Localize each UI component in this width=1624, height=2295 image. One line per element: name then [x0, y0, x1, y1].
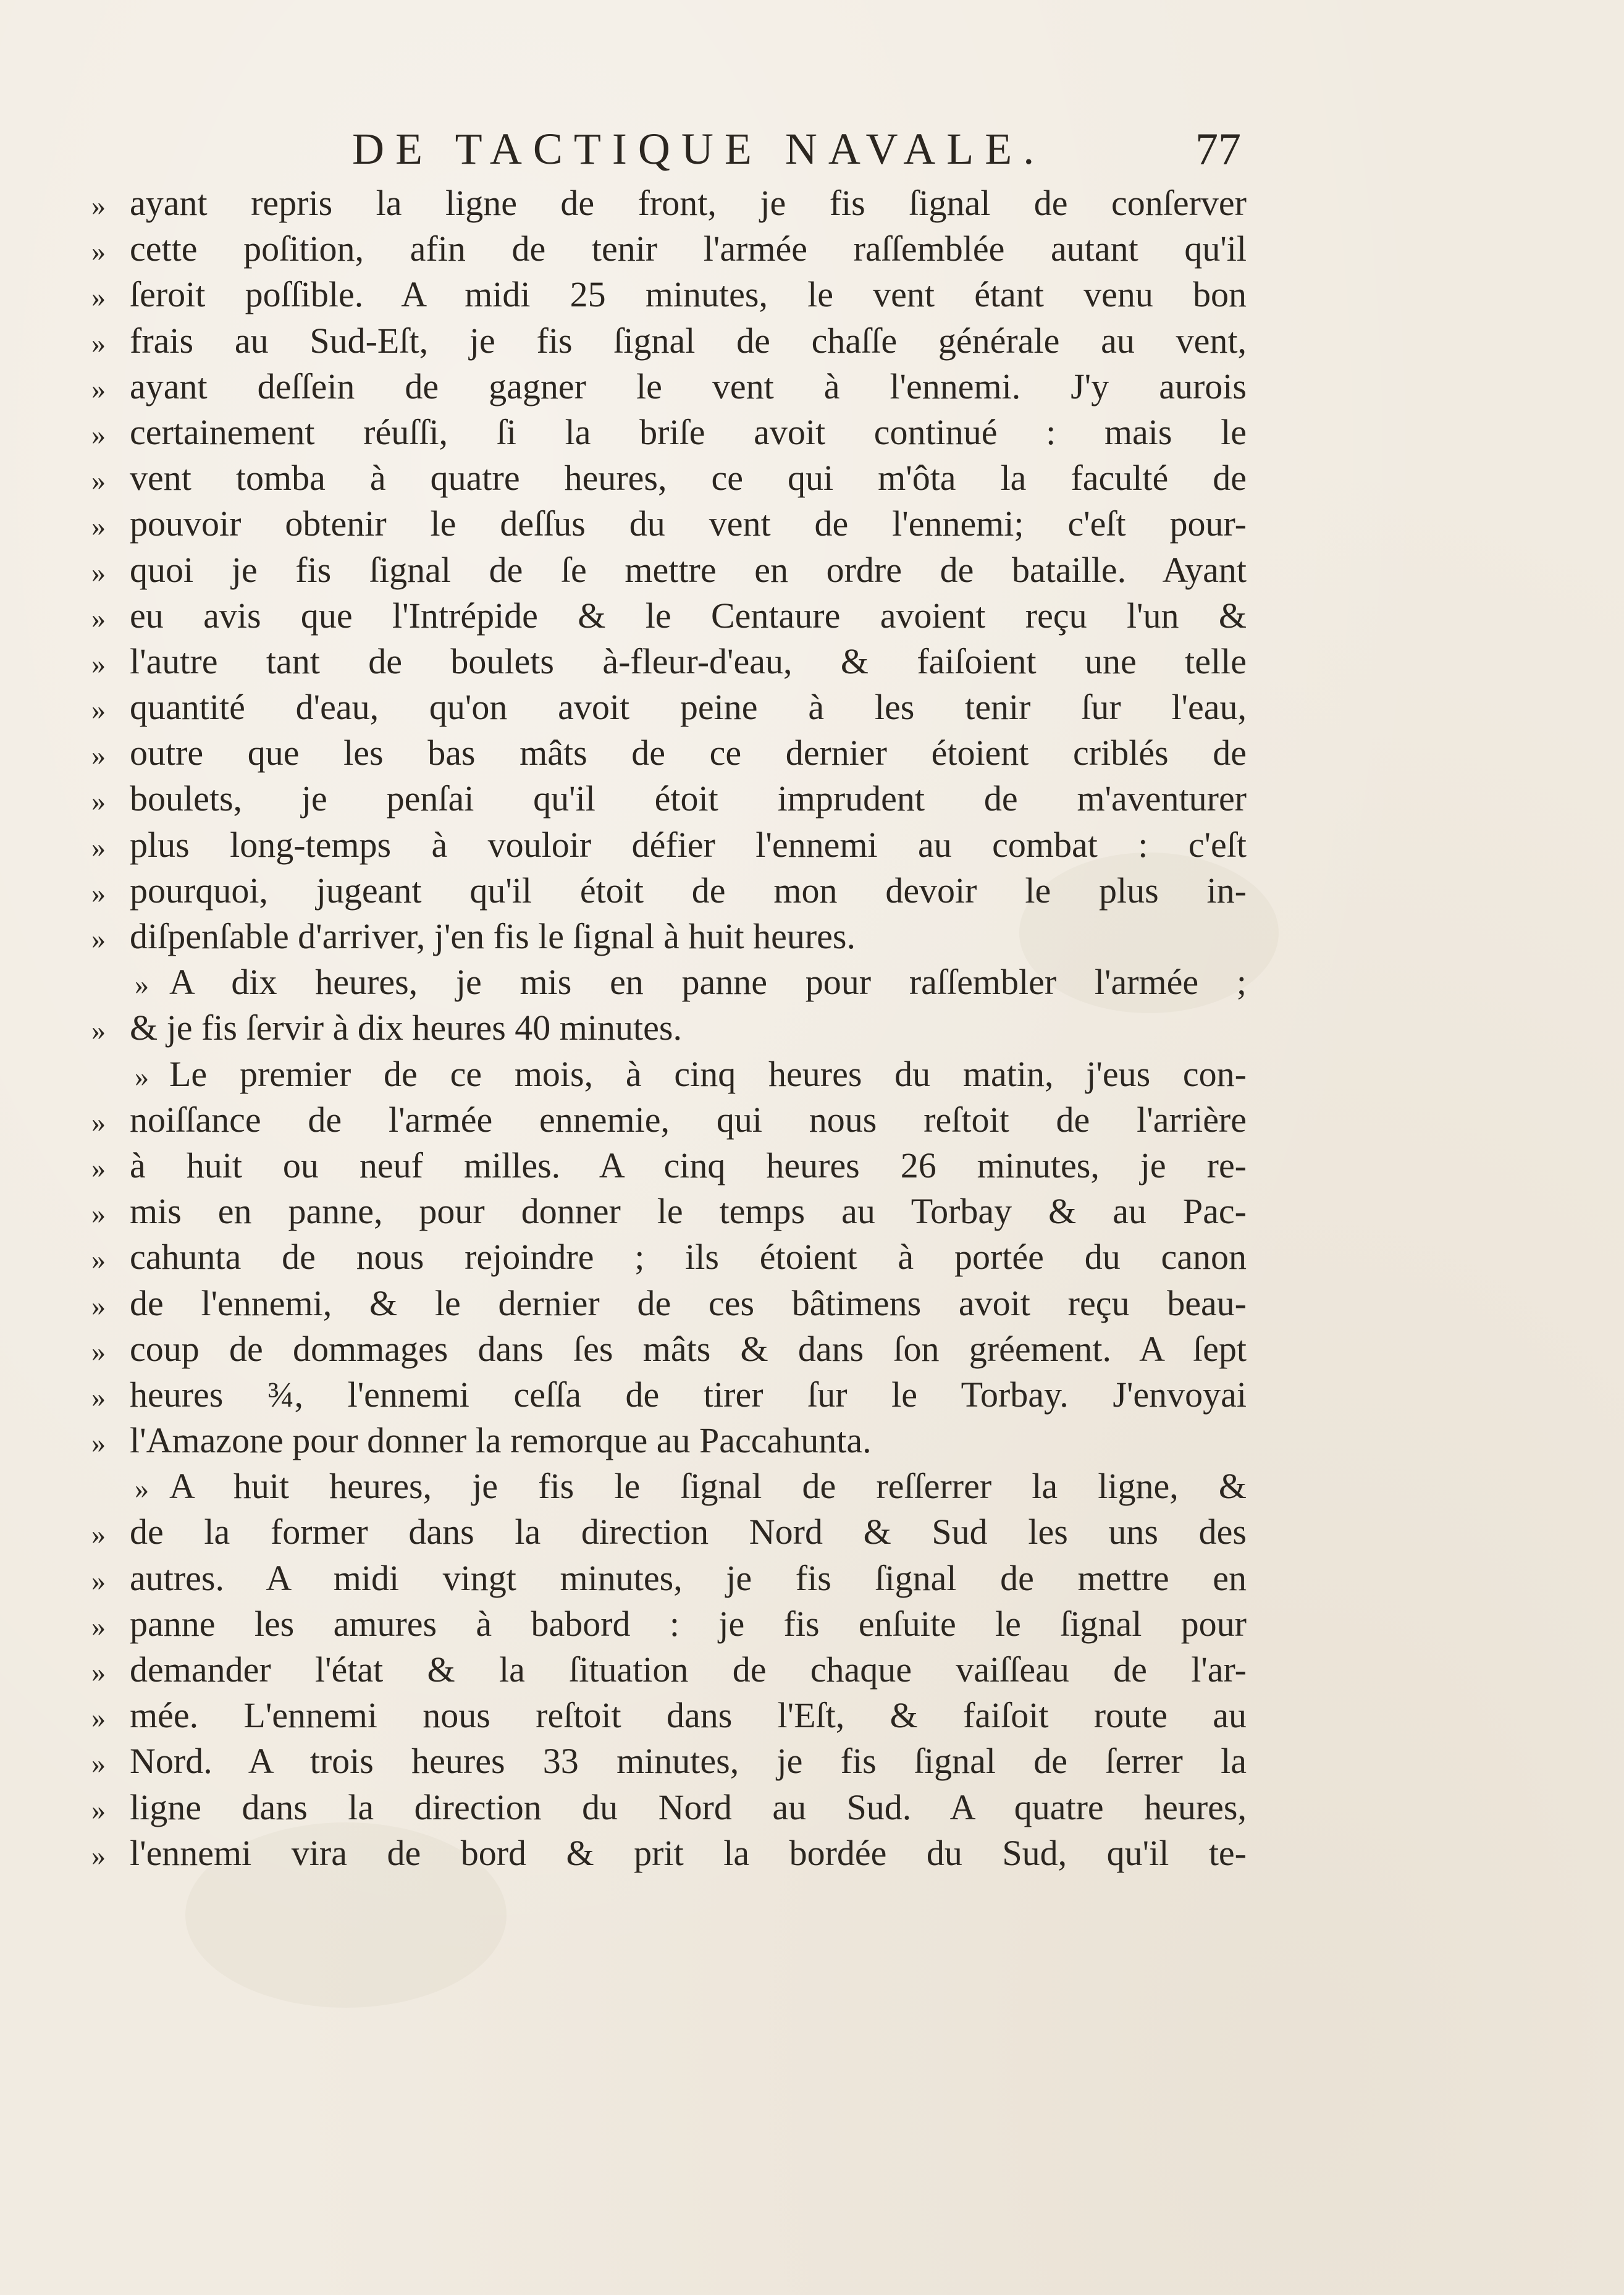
- line-text: de l'ennemi, & le dernier de ces bâtimens avoit reçu beau-: [130, 1282, 1247, 1323]
- quote-mark: »: [91, 785, 106, 817]
- text-line: [91, 1097, 1247, 1143]
- quote-mark: »: [91, 1839, 106, 1871]
- text-line: [91, 868, 1247, 914]
- quote-mark: »: [91, 877, 106, 909]
- text-line: [91, 1693, 1247, 1738]
- text-line: [91, 959, 1247, 1005]
- quote-mark: »: [91, 510, 106, 542]
- text-line: [91, 1830, 1247, 1876]
- quote-mark: »: [91, 235, 106, 267]
- text-line: [91, 1556, 1247, 1601]
- quote-mark: »: [91, 1381, 106, 1413]
- quote-mark: »: [91, 1793, 106, 1825]
- line-text: boulets, je penſai qu'il étoit imprudent de m'aventurer: [130, 778, 1247, 819]
- text-line: [91, 776, 1247, 822]
- text-line: [91, 593, 1247, 639]
- line-text: ſeroit poſſible. A midi 25 minutes, le vent étant venu bon: [130, 274, 1247, 315]
- line-text: outre que les bas mâts de ce dernier étoient criblés de: [130, 733, 1247, 773]
- line-text: pouvoir obtenir le deſſus du vent de l'ennemi; c'eſt pour-: [130, 503, 1247, 544]
- line-text: plus long-temps à vouloir défier l'ennemi au combat : c'eſt: [130, 824, 1247, 865]
- text-line: [91, 1189, 1247, 1234]
- text-line: [91, 1418, 1247, 1463]
- line-text: certainement réuſſi, ſi la briſe avoit continué : mais le: [130, 411, 1247, 452]
- quote-mark: »: [135, 1473, 149, 1505]
- text-line: [91, 1463, 1247, 1509]
- line-text: l'ennemi vira de bord & prit la bordée du Sud, qu'il te-: [130, 1832, 1247, 1873]
- line-text: autres. A midi vingt minutes, je fis ſignal de mettre en: [130, 1557, 1247, 1598]
- text-line: [91, 226, 1247, 272]
- text-line: [91, 1647, 1247, 1693]
- line-text: quoi je fis ſignal de ſe mettre en ordre de bataille. Ayant: [130, 549, 1247, 590]
- quote-mark: »: [91, 602, 106, 634]
- line-text: Nord. A trois heures 33 minutes, je fis ſignal de ſerrer la: [130, 1741, 1247, 1782]
- line-text: demander l'état & la ſituation de chaque vaiſſeau de l'ar-: [130, 1649, 1247, 1690]
- text-line: [91, 1051, 1247, 1097]
- quote-mark: »: [91, 1427, 106, 1459]
- quote-mark: »: [91, 1518, 106, 1551]
- line-text: A huit heures, je fis le ſignal de reſſerrer la ligne, &: [169, 1466, 1247, 1507]
- text-line: [91, 1372, 1247, 1418]
- page-number: 77: [1195, 124, 1241, 175]
- line-text: à huit ou neuf milles. A cinq heures 26 minutes, je re-: [130, 1145, 1247, 1185]
- quote-mark: »: [91, 556, 106, 588]
- quote-mark: »: [135, 969, 149, 1001]
- line-text: & je fis ſervir à dix heures 40 minutes.: [130, 1008, 682, 1048]
- quote-mark: »: [91, 465, 106, 497]
- quote-mark: »: [91, 1564, 106, 1596]
- text-line: [91, 1326, 1247, 1372]
- text-line: [91, 318, 1247, 364]
- text-line: [91, 364, 1247, 410]
- text-line: [91, 1601, 1247, 1647]
- quote-mark: »: [91, 1702, 106, 1734]
- text-line: [91, 501, 1247, 547]
- quote-mark: »: [91, 373, 106, 405]
- line-text: noiſſance de l'armée ennemie, qui nous reſtoit de l'arrière: [130, 1099, 1247, 1140]
- line-text: cahunta de nous rejoindre ; ils étoient à portée du canon: [130, 1237, 1247, 1278]
- text-line: [91, 1509, 1247, 1555]
- text-line: [91, 410, 1247, 455]
- text-line: [91, 1005, 1247, 1051]
- quote-mark: »: [91, 647, 106, 680]
- running-title: DE TACTIQUE NAVALE.: [352, 124, 1046, 174]
- line-text: pourquoi, jugeant qu'il étoit de mon devoir le plus in-: [130, 870, 1247, 911]
- line-text: quantité d'eau, qu'on avoit peine à les tenir ſur l'eau,: [130, 687, 1247, 728]
- text-line: [91, 730, 1247, 776]
- quote-mark: »: [91, 1014, 106, 1046]
- quote-mark: »: [91, 831, 106, 863]
- text-line: [91, 1738, 1247, 1784]
- quote-mark: »: [91, 739, 106, 772]
- text-line: [91, 547, 1247, 593]
- text-line: [91, 1785, 1247, 1830]
- quote-mark: »: [91, 1335, 106, 1367]
- line-text: eu avis que l'Intrépide & le Centaure avoient reçu l'un &: [130, 595, 1247, 636]
- line-text: mis en panne, pour donner le temps au Torbay & au Pac-: [130, 1191, 1247, 1232]
- line-text: diſpenſable d'arriver, j'en fis le ſignal à huit heures.: [130, 916, 856, 956]
- text-line: [91, 1281, 1247, 1326]
- text-line: [91, 822, 1247, 868]
- line-text: de la former dans la direction Nord & Sud les uns des: [130, 1512, 1247, 1552]
- body-text: [91, 180, 1247, 1876]
- quote-mark: »: [91, 327, 106, 359]
- line-text: frais au Sud-Eſt, je fis ſignal de chaſſe générale au vent,: [130, 320, 1247, 361]
- quote-mark: »: [91, 190, 106, 221]
- quote-mark: »: [91, 1106, 106, 1138]
- quote-mark: »: [135, 1060, 149, 1092]
- line-text: ligne dans la direction du Nord au Sud. A quatre heures,: [130, 1787, 1247, 1827]
- text-line: [91, 914, 1247, 959]
- line-text: coup de dommages dans ſes mâts & dans ſon gréement. A ſept: [130, 1328, 1247, 1369]
- quote-mark: »: [91, 418, 106, 450]
- quote-mark: »: [91, 1198, 106, 1230]
- quote-mark: »: [91, 694, 106, 726]
- line-text: l'Amazone pour donner la remorque au Paccahunta.: [130, 1420, 872, 1461]
- quote-mark: »: [91, 1610, 106, 1642]
- text-line: [91, 1143, 1247, 1189]
- quote-mark: »: [91, 1152, 106, 1184]
- text-line: [91, 455, 1247, 501]
- quote-mark: »: [91, 1289, 106, 1321]
- line-text: A dix heures, je mis en panne pour raſſembler l'armée ;: [169, 962, 1247, 1003]
- line-text: heures ¾, l'ennemi ceſſa de tirer ſur le Torbay. J'envoyai: [130, 1374, 1247, 1415]
- line-text: cette poſition, afin de tenir l'armée raſſemblée autant qu'il: [130, 229, 1247, 269]
- quote-mark: »: [91, 923, 106, 954]
- text-line: [91, 272, 1247, 318]
- line-text: ayant deſſein de gagner le vent à l'ennemi. J'y aurois: [130, 366, 1247, 406]
- line-text: ayant repris la ligne de front, je fis ſignal de conſerver: [130, 183, 1247, 223]
- text-line: [91, 639, 1247, 684]
- line-text: l'autre tant de boulets à-fleur-d'eau, & faiſoient une telle: [130, 641, 1247, 681]
- quote-mark: »: [91, 1656, 106, 1688]
- line-text: Le premier de ce mois, à cinq heures du matin, j'eus con-: [169, 1053, 1247, 1094]
- quote-mark: »: [91, 281, 106, 313]
- quote-mark: »: [91, 1244, 106, 1276]
- line-text: vent tomba à quatre heures, ce qui m'ôta la faculté de: [130, 458, 1247, 499]
- text-line: [91, 684, 1247, 730]
- line-text: panne les amures à babord : je fis enſuite le ſignal pour: [130, 1603, 1247, 1644]
- quote-mark: »: [91, 1748, 106, 1780]
- text-line: [91, 1234, 1247, 1280]
- text-line: [91, 180, 1247, 226]
- line-text: mée. L'ennemi nous reſtoit dans l'Eſt, & faiſoit route au: [130, 1695, 1247, 1736]
